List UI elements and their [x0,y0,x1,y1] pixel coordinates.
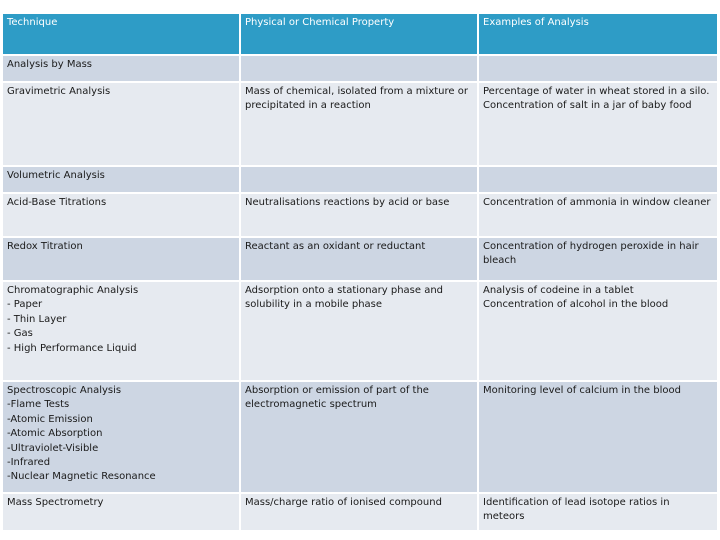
examples-cell: Concentration of ammonia in window cleaner [479,194,717,236]
header-examples: Examples of Analysis [479,14,717,54]
examples-cell: Identification of lead isotope ratios in meteors [479,494,717,530]
technique-cell: Gravimetric Analysis [3,83,239,165]
technique-cell: Acid-Base Titrations [3,194,239,236]
table-row [3,194,717,236]
table-row [3,282,717,380]
property-cell: Adsorption onto a stationary phase and solubility in a mobile phase [241,282,477,380]
property-cell [241,167,477,192]
examples-cell: Monitoring level of calcium in the blood [479,382,717,492]
table-row [3,167,717,192]
table-row [3,83,717,165]
property-cell: Absorption or emission of part of the electromagnetic spectrum [241,382,477,492]
table-row [3,238,717,280]
examples-cell [479,167,717,192]
examples-cell: Analysis of codeine in a tablet Concentration of alcohol in the blood [479,282,717,380]
examples-cell [479,56,717,81]
technique-cell: Spectroscopic Analysis -Flame Tests -Atomic Emission -Atomic Absorption -Ultraviolet-Visible -Infrared -Nuclear Magnetic Resonance [3,382,239,492]
analysis-techniques-table [1,12,719,532]
property-cell: Mass/charge ratio of ionised compound [241,494,477,530]
technique-cell: Analysis by Mass [3,56,239,81]
header-technique: Technique [3,14,239,54]
table-row [3,56,717,81]
table-header-row [3,14,717,54]
table-row [3,382,717,492]
header-property: Physical or Chemical Property [241,14,477,54]
examples-cell: Percentage of water in wheat stored in a silo. Concentration of salt in a jar of baby food [479,83,717,165]
examples-cell: Concentration of hydrogen peroxide in hair bleach [479,238,717,280]
technique-cell: Mass Spectrometry [3,494,239,530]
technique-cell: Volumetric Analysis [3,167,239,192]
technique-cell: Redox Titration [3,238,239,280]
technique-cell: Chromatographic Analysis - Paper - Thin Layer - Gas - High Performance Liquid [3,282,239,380]
property-cell [241,56,477,81]
property-cell: Mass of chemical, isolated from a mixture or precipitated in a reaction [241,83,477,165]
property-cell: Reactant as an oxidant or reductant [241,238,477,280]
table-row [3,494,717,530]
property-cell: Neutralisations reactions by acid or base [241,194,477,236]
